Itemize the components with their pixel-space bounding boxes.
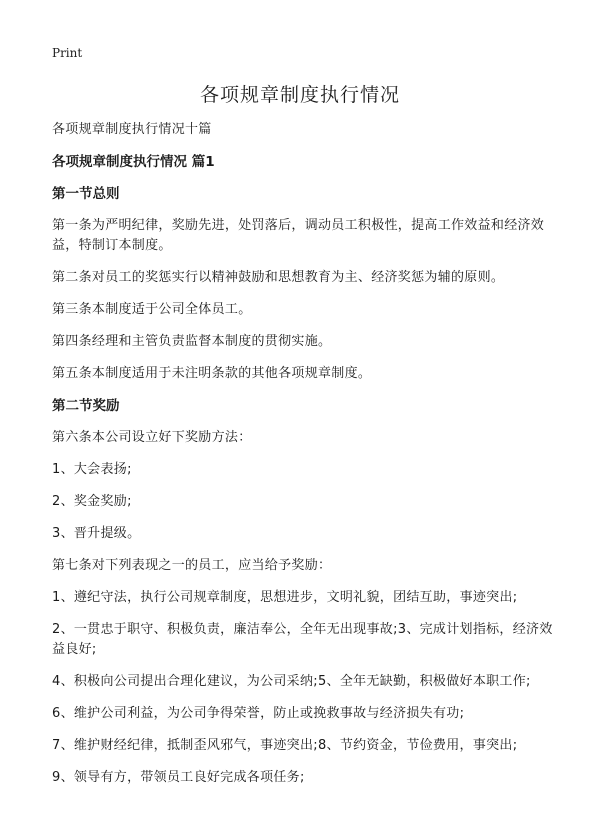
- reward-criteria-item: 4、积极向公司提出合理化建议，为公司采纳;5、全年无缺勤，积极做好本职工作;: [52, 674, 531, 689]
- article-6: 第六条本公司设立好下奖励方法：: [52, 430, 252, 445]
- document-subtitle: 各项规章制度执行情况十篇: [52, 122, 212, 137]
- article-2: 第二条对员工的奖惩实行以精神鼓励和思想教育为主、经济奖惩为辅的原则。: [52, 270, 505, 285]
- reward-criteria-item: 2、一贯忠于职守、积极负责，廉洁奉公，全年无出现事故;3、完成计划指标，经济效益良好;: [52, 622, 553, 657]
- article-7: 第七条对下列表现之一的员工，应当给予奖励：: [52, 558, 332, 573]
- article-5: 第五条本制度适用于未注明条款的其他各项规章制度。: [52, 366, 372, 381]
- page-title: 各项规章制度执行情况: [199, 84, 400, 106]
- reward-criteria-item: 9、领导有方，带领员工良好完成各项任务;: [52, 770, 305, 785]
- print-link[interactable]: Print: [52, 46, 83, 60]
- article-heading: 各项规章制度执行情况 篇1: [52, 154, 215, 170]
- article-1: 第一条为严明纪律，奖励先进，处罚落后，调动员工积极性，提高工作效益和经济效益，特制订本制度。: [52, 218, 545, 253]
- reward-criteria-item: 6、维护公司利益，为公司争得荣誉，防止或挽救事故与经济损失有功;: [52, 706, 465, 721]
- reward-criteria-item: 7、维护财经纪律，抵制歪风邪气，事迹突出;8、节约资金，节俭费用，事突出;: [52, 738, 518, 753]
- section-heading-general: 第一节总则: [52, 186, 120, 202]
- reward-method-item: 1、大会表扬;: [52, 462, 132, 477]
- document-body: [52, 120, 558, 800]
- reward-method-item: 3、晋升提级。: [52, 526, 141, 541]
- reward-method-item: 2、奖金奖励;: [52, 494, 132, 509]
- reward-criteria-item: 1、遵纪守法，执行公司规章制度，思想进步，文明礼貌，团结互助，事迹突出;: [52, 590, 518, 605]
- article-4: 第四条经理和主管负责监督本制度的贯彻实施。: [52, 334, 332, 349]
- section-heading-rewards: 第二节奖励: [52, 398, 120, 414]
- article-3: 第三条本制度适于公司全体员工。: [52, 302, 252, 317]
